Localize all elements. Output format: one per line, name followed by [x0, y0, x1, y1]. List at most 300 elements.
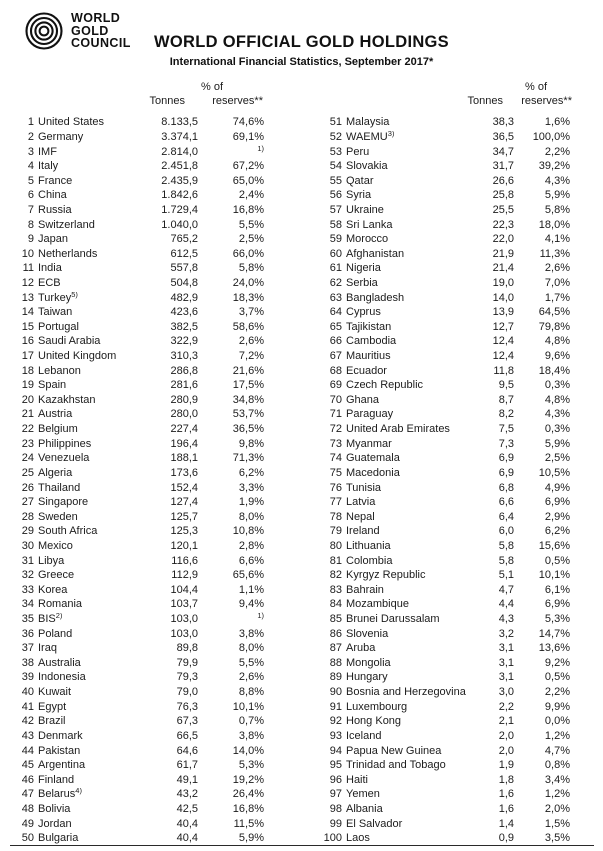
row-rank: 65 [329, 320, 342, 333]
row-reserves-pct: 16,8% [232, 802, 264, 815]
row-tonnes: 3,0 [498, 686, 514, 699]
row-reserves-pct: 15,6% [538, 539, 570, 552]
row-tonnes: 14,0 [492, 291, 514, 304]
row-reserves-pct: 19,2% [232, 773, 264, 786]
row-reserves-pct: 13,6% [538, 642, 570, 655]
table-row [322, 699, 570, 714]
row-reserves-pct: 11,5% [233, 817, 264, 830]
row-reserves-pct: 2,2% [544, 145, 570, 158]
row-country: China [38, 189, 67, 202]
row-rank: 25 [21, 466, 34, 479]
row-reserves-pct: 8,0% [238, 642, 264, 655]
row-rank: 48 [21, 802, 34, 815]
row-tonnes: 76,3 [176, 700, 198, 713]
row-rank: 58 [329, 218, 342, 231]
table-row [322, 378, 570, 393]
row-rank: 3 [27, 145, 34, 158]
table-row [322, 816, 570, 831]
row-tonnes: 21,9 [492, 247, 514, 260]
row-tonnes: 8,2 [498, 408, 514, 421]
row-reserves-pct: 5,3% [544, 613, 570, 626]
row-tonnes: 482,9 [170, 291, 198, 304]
row-rank: 54 [329, 160, 342, 173]
table-row [322, 495, 570, 510]
row-rank: 11 [22, 262, 34, 275]
row-country: Tajikistan [346, 320, 392, 333]
table-row [322, 349, 570, 364]
row-reserves-pct: 65,0% [232, 174, 264, 187]
logo-line-1: WORLD [71, 11, 121, 26]
row-rank: 96 [329, 773, 342, 786]
row-reserves-pct: 18,3% [232, 291, 264, 304]
row-country: Haiti [346, 773, 369, 786]
row-tonnes: 120,1 [170, 539, 198, 552]
row-country: India [38, 262, 62, 275]
row-reserves-pct: 71,3% [232, 452, 264, 465]
table-row [322, 451, 570, 466]
row-reserves-pct: 2,6% [544, 262, 570, 275]
row-rank: 24 [21, 452, 34, 465]
row-rank: 81 [329, 554, 342, 567]
table-row [322, 363, 570, 378]
row-country: Albania [346, 802, 383, 815]
row-reserves-pct: 5,5% [238, 218, 264, 231]
table-row [322, 641, 570, 656]
row-reserves-pct: 2,6% [238, 335, 264, 348]
row-country: Bolivia [38, 802, 71, 815]
row-rank: 8 [27, 218, 34, 231]
table-row [14, 772, 264, 787]
row-country: Lebanon [38, 364, 81, 377]
row-tonnes: 125,7 [170, 510, 198, 523]
row-reserves-pct: 4,7% [544, 744, 570, 757]
row-country: Colombia [346, 554, 393, 567]
table-row [322, 509, 570, 524]
row-tonnes: 8.133,5 [161, 116, 198, 129]
table-row [14, 626, 264, 641]
table-row [14, 568, 264, 583]
table-row [14, 276, 264, 291]
row-tonnes: 1.040,0 [161, 218, 198, 231]
table-row [14, 802, 264, 817]
row-rank: 91 [329, 700, 342, 713]
row-tonnes: 281,6 [170, 379, 198, 392]
row-rank: 12 [21, 277, 34, 289]
table-row [322, 480, 570, 495]
row-country: Cambodia [346, 335, 397, 348]
table-row [14, 787, 264, 802]
row-country: Mozambique [346, 598, 409, 611]
row-country: Lithuania [346, 539, 391, 552]
row-rank: 46 [21, 773, 34, 786]
row-tonnes: 2,1 [498, 715, 514, 728]
row-reserves-pct: 14,0% [232, 744, 264, 757]
left-reserves-header-bottom: reserves** [212, 95, 263, 107]
row-tonnes: 38,3 [492, 116, 514, 129]
row-tonnes: 196,4 [170, 437, 198, 450]
row-reserves-pct: 36,5% [232, 423, 264, 436]
table-row [322, 670, 570, 685]
row-country: Poland [38, 627, 73, 640]
row-reserves-pct: 5,3% [238, 759, 264, 772]
row-reserves-pct: 3,7% [238, 306, 264, 319]
row-country: Argentina [38, 759, 86, 772]
row-reserves-pct: 3,5% [544, 832, 570, 845]
row-rank: 31 [21, 554, 34, 567]
row-rank: 79 [329, 525, 342, 538]
row-reserves-pct: 6,9% [544, 496, 570, 509]
row-rank: 30 [21, 539, 34, 552]
row-rank: 87 [329, 642, 342, 655]
row-tonnes: 2.814,0 [161, 145, 198, 158]
row-country: Macedonia [346, 466, 400, 479]
row-tonnes: 22,3 [492, 218, 514, 231]
row-reserves-pct: 5,5% [238, 656, 264, 669]
row-reserves-pct: 24,0% [232, 277, 264, 289]
bottom-divider [10, 845, 594, 846]
row-rank: 1 [27, 116, 34, 129]
row-country: Turkey$^{5)}$ [38, 291, 78, 304]
row-tonnes: 6,8 [498, 481, 514, 494]
row-reserves-pct: 5,9% [544, 189, 570, 202]
row-rank: 82 [329, 569, 342, 582]
row-reserves-pct: 0,3% [544, 423, 570, 436]
row-rank: 70 [329, 393, 342, 406]
table-row [322, 568, 570, 583]
row-tonnes: 21,4 [492, 262, 514, 275]
table-row [14, 451, 264, 466]
row-tonnes: 103,0 [170, 627, 198, 640]
row-rank: 29 [21, 525, 34, 538]
row-country: Sweden [38, 510, 78, 523]
row-rank: 43 [21, 729, 34, 742]
row-tonnes: 3,1 [498, 642, 514, 655]
row-tonnes: 8,7 [498, 393, 514, 406]
row-country: Brazil [38, 715, 66, 728]
row-country: Iceland [346, 729, 382, 742]
row-country: Pakistan [38, 744, 81, 757]
row-tonnes: 19,0 [492, 277, 514, 289]
row-country: Ireland [346, 525, 380, 538]
row-rank: 4 [27, 160, 34, 173]
table-row [322, 320, 570, 335]
table-row [322, 393, 570, 408]
row-tonnes: 67,3 [176, 715, 198, 728]
row-rank: 38 [21, 656, 34, 669]
row-reserves-pct: 0,8% [544, 759, 570, 772]
row-rank: 22 [21, 423, 34, 436]
row-rank: 90 [329, 686, 342, 699]
row-rank: 44 [21, 744, 34, 757]
row-reserves-pct: 1,2% [544, 788, 570, 801]
row-rank: 34 [21, 598, 34, 611]
row-rank: 49 [21, 817, 34, 830]
table-row [14, 509, 264, 524]
row-reserves-pct: 6,1% [544, 583, 570, 596]
row-reserves-pct: 2,0% [544, 802, 570, 815]
row-tonnes: 2.451,8 [161, 160, 198, 173]
table-row [14, 232, 264, 247]
table-row [322, 130, 570, 145]
row-tonnes: 6,4 [498, 510, 514, 523]
row-reserves-pct: 1,2% [544, 729, 570, 742]
row-tonnes: 40,4 [176, 832, 198, 845]
row-reserves-pct: 0,5% [544, 554, 570, 567]
row-rank: 39 [21, 671, 34, 684]
row-rank: 15 [21, 320, 34, 333]
row-country: Morocco [346, 233, 389, 246]
row-tonnes: 152,4 [170, 481, 198, 494]
row-reserves-pct: 34,8% [232, 393, 264, 406]
table-row [14, 320, 264, 335]
row-tonnes: 12,4 [492, 335, 514, 348]
row-country: Sri Lanka [346, 218, 393, 231]
row-country: Saudi Arabia [38, 335, 101, 348]
row-rank: 28 [21, 510, 34, 523]
row-reserves-pct: 10,1% [232, 700, 264, 713]
row-country: Portugal [38, 320, 79, 333]
row-rank: 86 [329, 627, 342, 640]
row-reserves-pct: 4,8% [544, 335, 570, 348]
row-tonnes: 382,5 [170, 320, 198, 333]
table-row [322, 246, 570, 261]
row-country: WAEMU$^{3)}$ [346, 130, 395, 143]
page-title: WORLD OFFICIAL GOLD HOLDINGS [154, 33, 449, 51]
page-subtitle: International Financial Statistics, September 2017* [169, 56, 434, 68]
row-country: Czech Republic [346, 379, 424, 392]
row-tonnes: 89,8 [176, 642, 198, 655]
row-tonnes: 40,4 [176, 817, 198, 830]
row-rank: 51 [329, 116, 342, 129]
row-reserves-pct: 0,3% [544, 379, 570, 392]
row-reserves-pct: 5,9% [238, 832, 264, 845]
row-rank: 27 [21, 496, 34, 509]
row-country: Hong Kong [346, 715, 402, 728]
table-row [14, 758, 264, 773]
row-reserves-pct: 64,5% [538, 306, 570, 319]
table-row [14, 246, 264, 261]
row-reserves-pct: 0,0% [544, 715, 570, 728]
row-reserves-pct: 4,3% [544, 174, 570, 187]
row-country: Kazakhstan [38, 393, 96, 406]
row-rank: 67 [329, 350, 342, 363]
table-row [14, 407, 264, 422]
row-reserves-pct: 4,9% [544, 481, 570, 494]
row-tonnes: 11,8 [493, 364, 514, 377]
table-row [14, 466, 264, 481]
row-rank: 20 [21, 393, 34, 406]
row-tonnes: 5,1 [498, 569, 514, 582]
table-row [14, 495, 264, 510]
row-tonnes: 2,2 [498, 700, 514, 713]
row-reserves-pct: 8,8% [238, 686, 264, 699]
row-reserves-pct: 2,4% [238, 189, 264, 202]
row-tonnes: 1.729,4 [161, 203, 198, 216]
row-rank: 6 [27, 189, 34, 202]
row-rank: 80 [329, 539, 342, 552]
row-tonnes: 310,3 [170, 350, 198, 363]
row-rank: 59 [329, 233, 342, 246]
row-tonnes: 3.374,1 [161, 130, 198, 143]
table-row [14, 378, 264, 393]
logo-line-2: GOLD [71, 23, 109, 38]
row-reserves-pct: 74,6% [232, 116, 264, 129]
table-row [322, 583, 570, 598]
row-country: Belarus$^{4)}$ [38, 788, 82, 801]
row-country: United Kingdom [38, 350, 117, 363]
row-rank: 16 [21, 335, 34, 348]
row-country: Libya [38, 554, 65, 567]
row-country: Bosnia and Herzegovina [346, 686, 466, 699]
row-rank: 36 [21, 627, 34, 640]
row-tonnes: 188,1 [170, 452, 198, 465]
row-reserves-pct: 5,9% [544, 437, 570, 450]
left-reserves-header-top: % of [200, 81, 223, 93]
row-country: Algeria [38, 466, 73, 479]
row-country: Japan [38, 233, 68, 246]
row-rank: 71 [329, 408, 342, 421]
row-tonnes: 3,2 [498, 627, 514, 640]
table-row [14, 173, 264, 188]
row-rank: 26 [21, 481, 34, 494]
row-country: Aruba [346, 642, 376, 655]
row-country: Nepal [346, 510, 375, 523]
row-tonnes: 4,7 [498, 583, 514, 596]
row-tonnes: 42,5 [176, 802, 198, 815]
row-reserves-pct: 3,3% [238, 481, 264, 494]
table-row [14, 363, 264, 378]
row-tonnes: 7,3 [498, 437, 514, 450]
row-tonnes: 112,9 [171, 569, 198, 582]
row-country: Ghana [346, 393, 380, 406]
table-row [322, 232, 570, 247]
table-row [14, 422, 264, 437]
table-row [14, 349, 264, 364]
table-row [322, 203, 570, 218]
row-country: El Salvador [346, 817, 403, 830]
table-row [14, 729, 264, 744]
row-country: ECB [38, 277, 61, 289]
row-reserves-pct: 9,2% [544, 656, 570, 669]
row-country: Iraq [38, 642, 57, 655]
row-tonnes: 6,9 [498, 452, 514, 465]
row-tonnes: 26,6 [492, 174, 514, 187]
row-tonnes: 7,5 [498, 423, 514, 436]
row-reserves-pct: 9,4% [238, 598, 264, 611]
table-row [14, 393, 264, 408]
table-row [322, 144, 570, 159]
table-row [322, 539, 570, 554]
row-reserves-pct: 6,6% [238, 554, 264, 567]
row-reserves-pct: 18,0% [538, 218, 570, 231]
row-country: Ukraine [346, 203, 384, 216]
row-reserves-pct: 58,6% [232, 320, 264, 333]
row-country: Belgium [38, 423, 78, 436]
row-rank: 10 [21, 247, 34, 260]
row-country: Peru [346, 145, 370, 158]
row-rank: 32 [21, 569, 34, 582]
row-country: Spain [38, 379, 67, 392]
row-reserves-pct: 26,4% [232, 788, 264, 801]
row-country: Austria [38, 408, 73, 421]
table-row [14, 816, 264, 831]
row-reserves-pct: 17,5% [232, 379, 264, 392]
row-reserves-pct: 4,1% [544, 233, 570, 246]
row-tonnes: 43,2 [176, 788, 198, 801]
row-reserves-pct: 4,3% [544, 408, 570, 421]
table-row [322, 188, 570, 203]
row-reserves-pct: 5,8% [544, 203, 570, 216]
row-tonnes: 25,8 [492, 189, 514, 202]
row-country: Egypt [38, 700, 67, 713]
row-tonnes: 1,6 [498, 788, 514, 801]
row-reserves-pct: 79,8% [538, 320, 570, 333]
row-tonnes: 6,9 [498, 466, 514, 479]
row-rank: 37 [21, 642, 34, 655]
row-reserves-pct: 21,6% [232, 364, 264, 377]
row-tonnes: 127,4 [170, 496, 198, 509]
row-country: Bulgaria [38, 832, 79, 845]
row-reserves-pct: 9,9% [544, 700, 570, 713]
row-tonnes: 31,7 [492, 160, 514, 173]
table-row [14, 524, 264, 539]
row-rank: 9 [27, 233, 34, 246]
row-rank: 7 [27, 203, 34, 216]
table-row [14, 217, 264, 232]
table-row [14, 480, 264, 495]
right-tonnes-header: Tonnes [467, 95, 503, 107]
row-rank: 45 [21, 759, 34, 772]
row-tonnes: 173,6 [170, 466, 198, 479]
row-country: Afghanistan [346, 247, 405, 260]
row-country: Yemen [346, 788, 380, 801]
row-tonnes: 3,1 [498, 671, 514, 684]
table-row [14, 203, 264, 218]
row-country: Philippines [38, 437, 92, 450]
table-row [14, 144, 264, 159]
row-country: Russia [38, 203, 72, 216]
row-reserves-pct: 6,9% [544, 598, 570, 611]
row-tonnes: 22,0 [492, 233, 514, 246]
row-reserves-pct: 2,8% [238, 539, 264, 552]
table-row [322, 524, 570, 539]
row-country: Germany [38, 130, 84, 143]
row-reserves-pct: 65,6% [232, 569, 264, 582]
row-tonnes: 280,0 [170, 408, 198, 421]
row-tonnes: 4,4 [498, 598, 514, 611]
row-tonnes: 49,1 [176, 773, 198, 786]
table-row [322, 334, 570, 349]
row-tonnes: 103,0 [170, 613, 198, 626]
table-row [322, 305, 570, 320]
row-rank: 64 [329, 306, 342, 319]
row-reserves-pct: 39,2% [538, 160, 570, 173]
table-row [322, 290, 570, 305]
row-rank: 40 [21, 686, 34, 699]
row-country: Singapore [38, 496, 89, 509]
row-reserves-pct: 7,0% [544, 277, 570, 289]
row-tonnes: 12,4 [492, 350, 514, 363]
row-rank: 41 [21, 700, 34, 713]
row-rank: 19 [21, 379, 34, 392]
row-tonnes: 61,7 [176, 759, 198, 772]
table-row [322, 159, 570, 174]
row-country: Venezuela [38, 452, 90, 465]
row-country: France [38, 174, 73, 187]
row-country: Latvia [346, 496, 376, 509]
row-rank: 63 [329, 291, 342, 304]
row-country: Cyprus [346, 306, 381, 319]
